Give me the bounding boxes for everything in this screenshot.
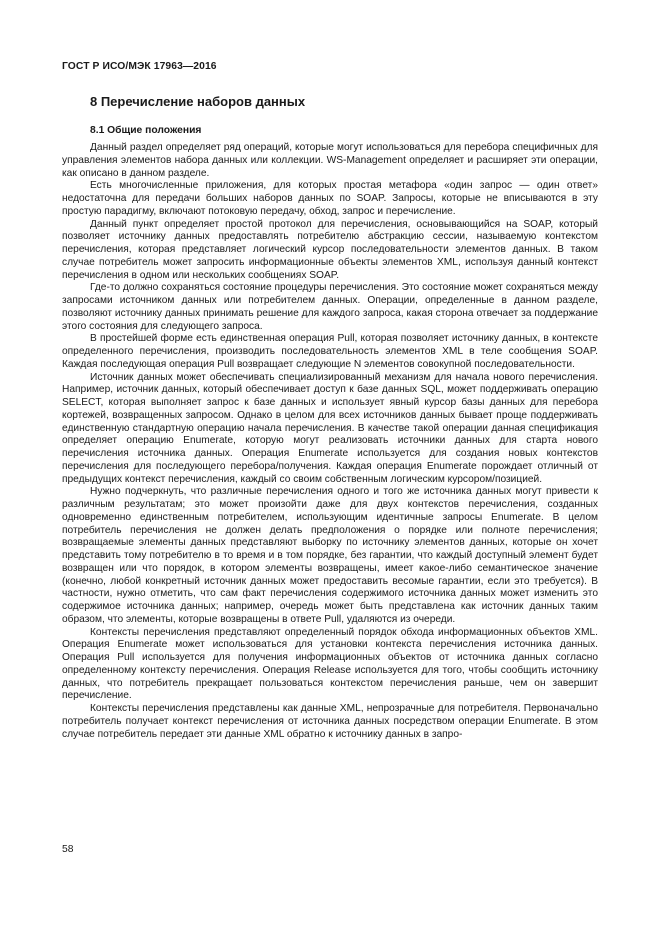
paragraph: Данный пункт определяет простой протокол для перечисления, основывающийся на SOAP, который позволяет источнику данных предоставлять потребителю абстракцию сессии, называемую контекстом перечисления, которая представляет логический курсор последовательности элементов данных. В таком случае потребитель может запросить информационные объекты элементов XML, используя данный контекст перечисления в одном или нескольких сообщениях SOAP. [62, 218, 598, 281]
standard-header: ГОСТ Р ИСО/МЭК 17963—2016 [62, 61, 217, 72]
paragraph: Данный раздел определяет ряд операций, которые могут использоваться для перебора специфичных для управления элементов набора данных или коллекции. WS-Management определяет и расширяет эти операции, как описано в данном разделе. [62, 142, 598, 179]
paragraph: Где-то должно сохраняться состояние процедуры перечисления. Это состояние может сохраняться между запросами источником данных или потребителем данных. Операции, определенные в данном разделе, позволяют источнику данных принимать решение для каждого запроса, какая сторона отвечает за поддержание этого состояния для следующего запроса. [62, 282, 598, 332]
paragraph: Источник данных может обеспечивать специализированный механизм для начала нового перечисления. Например, источник данных, который обеспечивает доступ к базе данных SQL, может поддерживать операцию SELECT, которая выполняет запрос к базе данных и использует явный курсор базы данных для перебора кортежей, возвращенных запросом. Однако в целом для всех источников данных бывает проще поддерживать единственную стандартную операцию начала перечисления. В качестве такой операции данная спецификация определяет операцию Enumerate, которую могут реализовать источники данных для старта нового перечисления источника данных. Операция Enumerate используется для создания новых контекстов перечисления для последующего перебора/получения. Каждая операция Enumerate порождает отличный от предыдущих контекст перечисления, каждый со своим собственным логическим курсором/позицией. [62, 371, 598, 485]
subsection-title: 8.1 Общие положения [90, 125, 202, 136]
body-text [62, 142, 598, 741]
section-title: 8 Перечисление наборов данных [90, 94, 306, 109]
paragraph: Контексты перечисления представляют определенный порядок обхода информационных объектов XML. Операция Enumerate может использоваться для установки контекста перечисления источника данных. Операция Pull используется для получения информационных объектов от источника данных согласно определенному контексту перечисления. Операция Release используется для того, чтобы сообщить источнику данных, что потребитель прекращает пользоваться контекстом перечисления раньше, чем он завершит перечисление. [62, 626, 598, 702]
paragraph: Контексты перечисления представлены как данные XML, непрозрачные для потребителя. Первоначально потребитель получает контекст перечисления от источника данных посредством операции Enumerate. В этом случае потребитель передает эти данные XML обратно к источнику данных в запро- [62, 703, 598, 740]
paragraph: В простейшей форме есть единственная операция Pull, которая позволяет источнику данных, в контексте определенного перечисления, производить последовательность элементов XML в теле сообщения SOAP. Каждая последующая операция Pull возвращает следующие N элементов совокупной последовательности. [62, 333, 598, 370]
paragraph: Нужно подчеркнуть, что различные перечисления одного и того же источника данных могут привести к различным результатам; это может произойти даже для двух контекстов перечисления, созданных одновременно единственным потребителем, использующим идентичные запросы Enumerate. В целом потребитель перечисления не должен делать предположения о порядке или полноте перечисления; возвращаемые элементы данных представляют выборку по источнику элементов данных, которые он хочет представить тому потребителю в то время и в том порядке, без гарантии, что каждый доступный элемент будет возвращен или что порядок, в котором элементы возвращены, имеет какое-либо семантическое значение (конечно, любой конкретный источник данных может предоставить весомые гарантии, если это требуется). В частности, нужно отметить, что сам факт перечисления содержимого источника данных может изменить это содержимое источника данных; например, очередь может быть представлена как источник данных таким образом, что элементы, которые возвращены в ответе Pull, удаляются из очереди. [62, 486, 598, 625]
paragraph: Есть многочисленные приложения, для которых простая метафора «один запрос — один ответ» недостаточна для передачи больших наборов данных по SOAP. Запросы, которые не вписываются в эту простую парадигму, включают потоковую передачу, обход, запрос и перечисление. [62, 180, 598, 217]
page-number: 58 [62, 844, 74, 855]
